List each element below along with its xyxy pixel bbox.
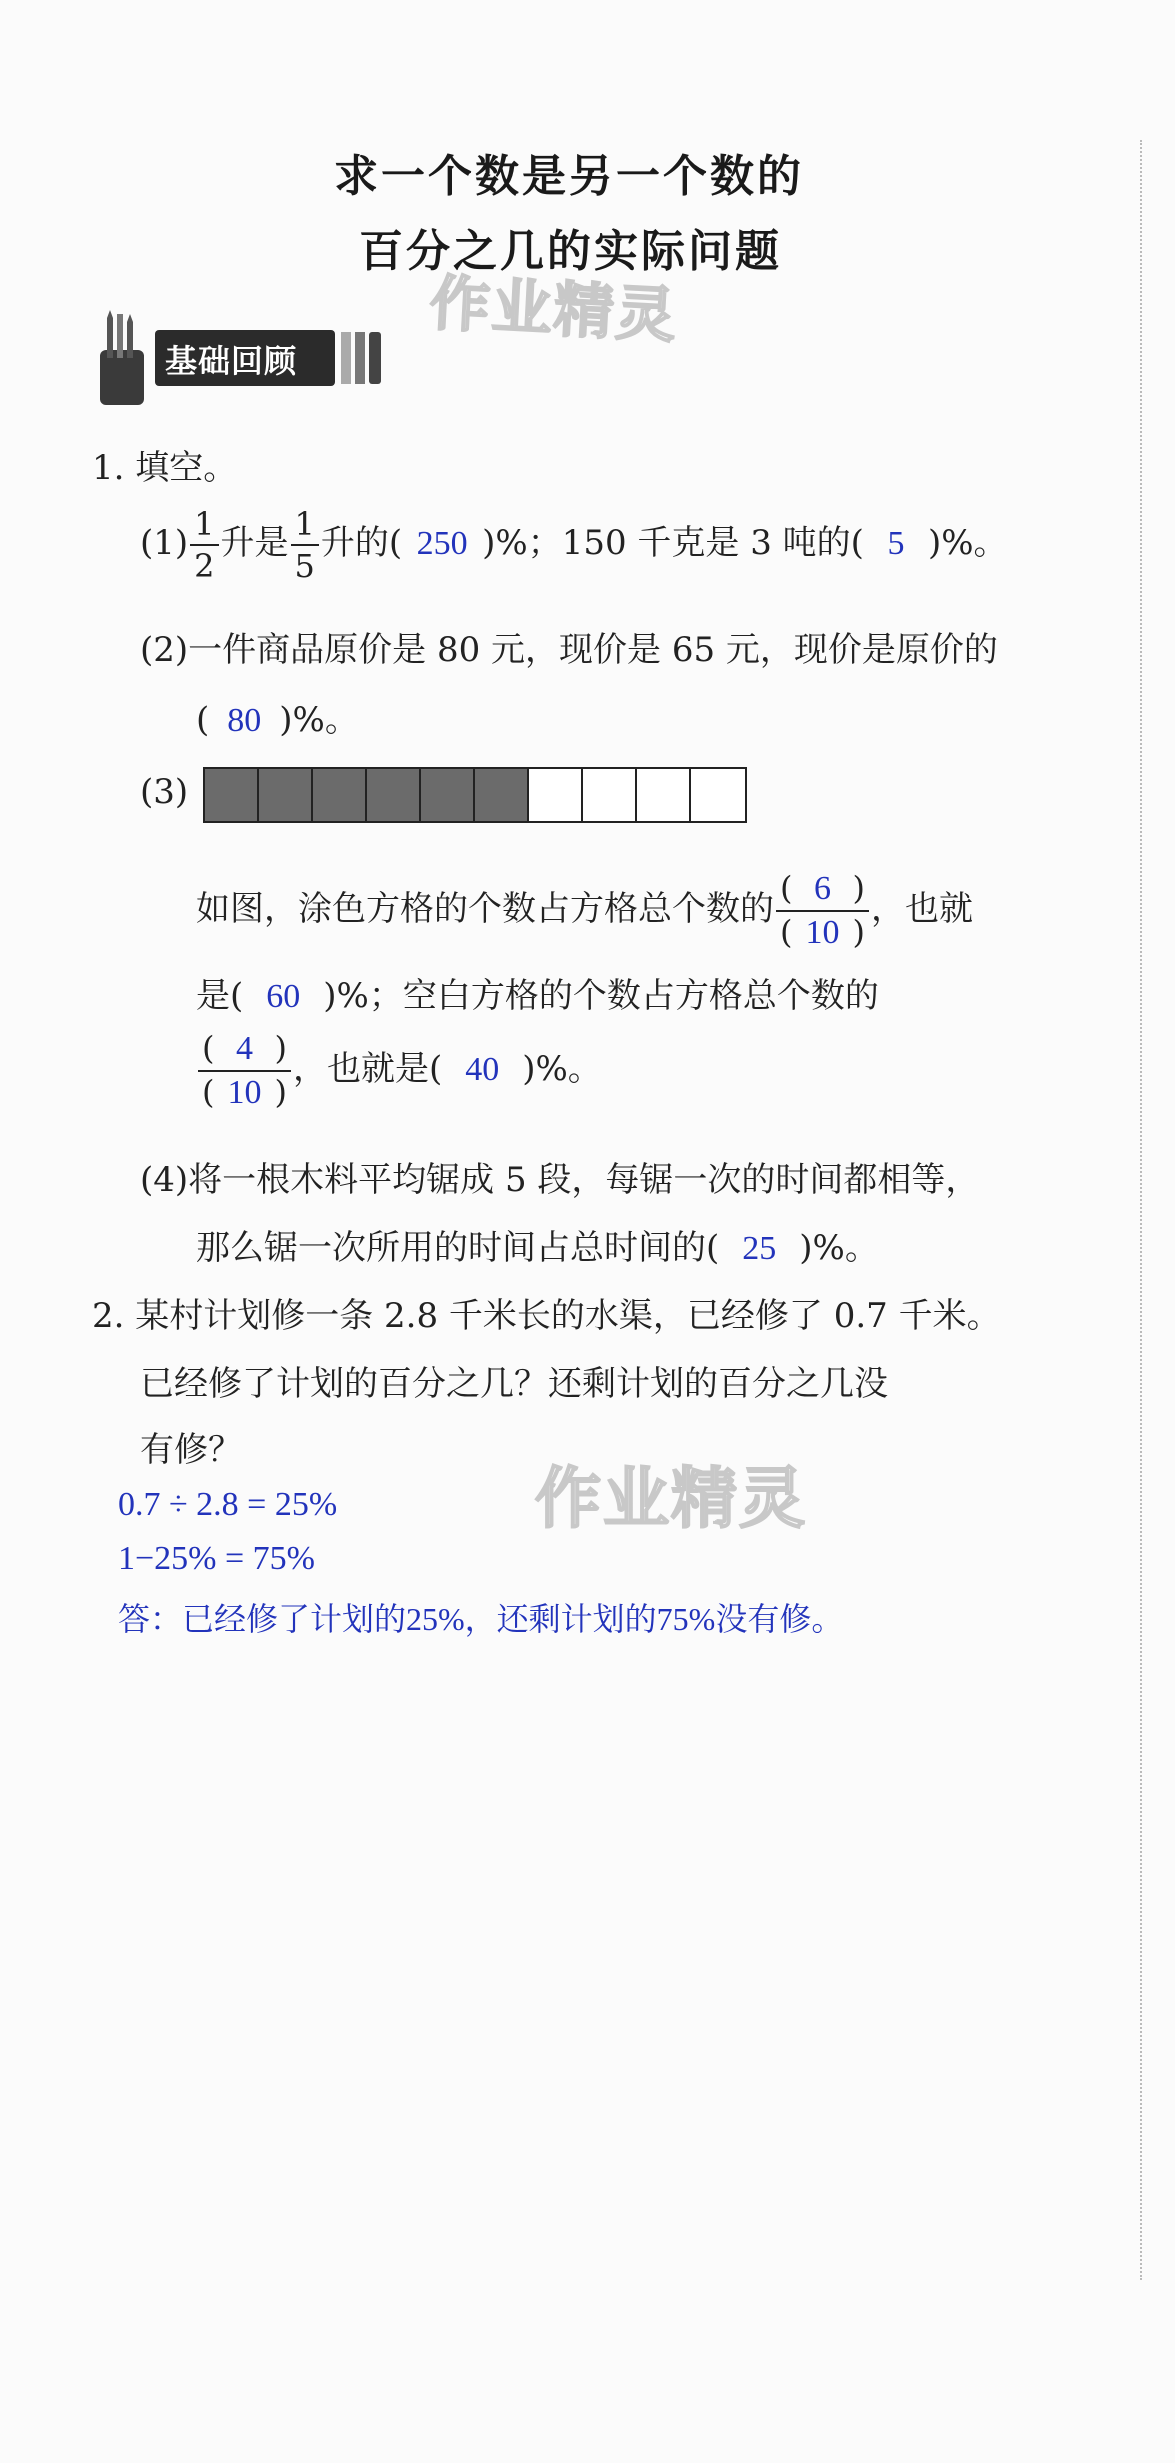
answer: 40	[465, 1051, 500, 1088]
answer: 25	[742, 1230, 777, 1267]
fraction-answer: $\frac{( 6 )}{( 10 )}$	[776, 872, 869, 950]
answer: 250	[416, 525, 468, 562]
solution-answer: 答：已经修了计划的25%，还剩计划的75%没有修。	[118, 1601, 844, 1637]
q2-line1: 2. 某村计划修一条 2.8 千米长的水渠，已经修了 0.7 千米。	[92, 1296, 1001, 1336]
q1-part1: (1) $\frac{1}{2}$ 升是 $\frac{1}{5}$ 升的( 250 )%；150 千克是 3 吨的( 5 )%。	[140, 505, 1008, 585]
answer: 5	[887, 525, 905, 562]
section-badge	[95, 310, 415, 410]
solution-step-2: 1−25% = 75%	[118, 1540, 315, 1577]
section-badge-label: 基础回顾	[165, 342, 298, 380]
grid-cell-shaded	[421, 769, 475, 821]
q1-part2-line2: ( 80 )%。	[196, 700, 359, 740]
grid-cell-shaded	[475, 769, 529, 821]
q1-part2-line1: (2)一件商品原价是 80 元，现价是 65 元，现价是原价的	[140, 630, 998, 670]
solution-step-1: 0.7 ÷ 2.8 = 25%	[118, 1486, 338, 1523]
q1-part4-line1: (4)将一根木料平均锯成 5 段，每锯一次的时间都相等，	[140, 1160, 980, 1200]
q2-line3: 有修？	[140, 1430, 242, 1470]
answer: 10	[805, 914, 840, 951]
grid-cell-empty	[637, 769, 691, 821]
answer: 80	[227, 702, 262, 739]
answer: 60	[266, 978, 301, 1015]
grid-cell-empty	[529, 769, 583, 821]
q2-line2: 已经修了计划的百分之几？还剩计划的百分之几没	[140, 1364, 888, 1404]
grid-cell-empty	[691, 769, 745, 821]
answer: 4	[235, 1030, 253, 1067]
margin-dotted-line	[1140, 140, 1142, 2280]
grid-cell-shaded	[259, 769, 313, 821]
answer: 6	[813, 870, 831, 907]
grid-cell-shaded	[205, 769, 259, 821]
watermark: 作业精灵	[535, 1460, 807, 1537]
square-grid	[203, 767, 747, 823]
grid-cell-shaded	[313, 769, 367, 821]
title-line-1: 求一个数是另一个数的	[334, 151, 804, 202]
q1-heading: 1. 填空。	[92, 448, 238, 488]
q1-part3-label: (3)	[140, 772, 189, 812]
fraction-answer: $\frac{( 4 )}{( 10 )}$	[198, 1032, 291, 1110]
grid-cell-shaded	[367, 769, 421, 821]
q1-part3-line3: $\frac{( 4 )}{( 10 )}$ ，也就是( 40 )%。	[196, 1032, 602, 1110]
fraction: $\frac{1}{5}$	[291, 508, 319, 582]
q1-part3-line2: 是( 60 )%；空白方格的个数占方格总个数的	[196, 976, 879, 1016]
q1-part3-line1: 如图，涂色方格的个数占方格总个数的 $\frac{( 6 )}{( 10 )}$ ，也就	[196, 869, 973, 951]
q1-part4-line2: 那么锯一次所用的时间占总时间的( 25 )%。	[196, 1228, 879, 1268]
answer: 10	[227, 1074, 262, 1111]
watermark: 作业精灵	[428, 268, 680, 352]
title-line-2: 百分之几的实际问题	[359, 226, 782, 277]
fraction: $\frac{1}{2}$	[190, 508, 218, 582]
grid-cell-empty	[583, 769, 637, 821]
part-label: (1)	[140, 523, 189, 563]
